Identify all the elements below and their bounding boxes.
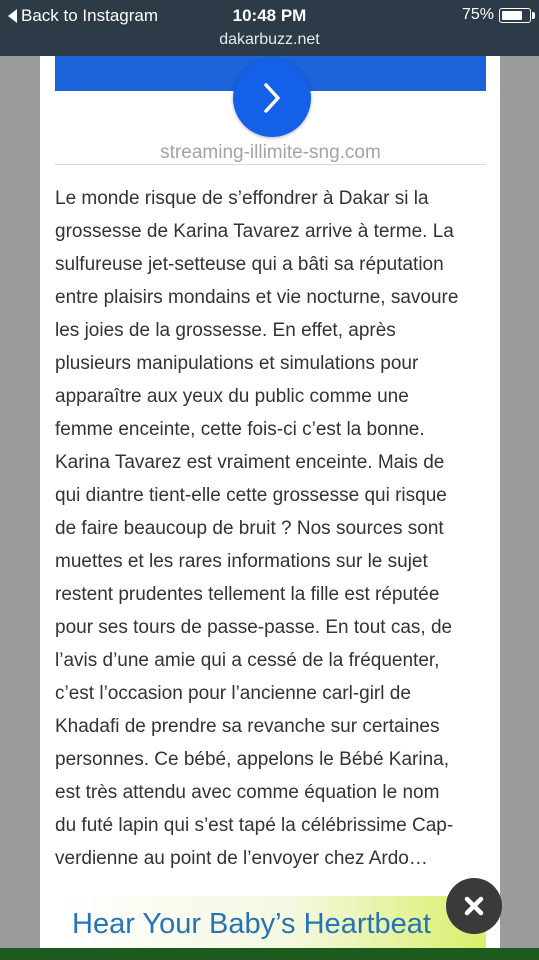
article-body (55, 182, 495, 875)
article-line: sulfureuse jet-setteuse qui a bâti sa réputation (55, 254, 444, 275)
divider (55, 164, 486, 165)
article-line: pour ses tours de passe-passe. En tout cas, de (55, 617, 453, 638)
article-line: femme enceinte, cette fois-ci c’est la bonne. (55, 419, 425, 440)
battery-icon (499, 8, 531, 23)
article-line: Khadafi de prendre sa revanche sur certaines (55, 716, 440, 737)
ad-domain-link[interactable]: streaming-illimite-sng.com (160, 142, 381, 163)
article-line: plusieurs manipulations et simulations pour (55, 353, 419, 374)
article-line: l’avis d’une amie qui a cessé de la fréquenter, (55, 650, 440, 671)
chevron-right-icon (257, 80, 287, 116)
back-label: Back to Instagram (21, 6, 159, 25)
close-ad-button[interactable] (446, 878, 502, 934)
article-line: grossesse de Karina Tavarez arrive à terme. La (55, 221, 454, 242)
ios-status-bar (0, 0, 539, 56)
article-line: Le monde risque de s’effondrer à Dakar si la (55, 188, 429, 209)
article-line: est très attendu avec comme équation le nom (55, 782, 440, 803)
article-line: c’est l’occasion pour l’ancienne carl-girl de (55, 683, 411, 704)
article-line: personnes. Ce bébé, appelons le Bébé Karina, (55, 749, 449, 770)
article-line: entre plaisirs mondains et vie nocturne, savoure (55, 287, 459, 308)
battery-fill (502, 11, 522, 20)
battery-tip (532, 12, 535, 19)
ad-next-button[interactable] (233, 59, 311, 137)
bottom-strip (0, 948, 539, 960)
article-line: muettes et les rares informations sur le sujet (55, 551, 428, 572)
article-line: du futé lapin qui s’est tapé la célébrissime Cap- (55, 815, 454, 836)
clock: 10:48 PM (232, 6, 307, 25)
bottom-ad-headline[interactable]: Hear Your Baby’s Heartbeat (72, 908, 431, 940)
battery-indicator (462, 6, 531, 24)
article-line: les joies de la grossesse. En effet, après (55, 320, 396, 341)
article-line: apparaître aux yeux du public comme une (55, 386, 409, 407)
article-line: verdienne au point de l’envoyer chez Ardo… (55, 848, 428, 869)
address-bar-url[interactable]: dakarbuzz.net (219, 31, 320, 48)
close-icon (462, 894, 486, 918)
web-page (40, 56, 500, 960)
article-line: qui diantre tient-elle cette grossesse qui risque (55, 485, 447, 506)
article-line: restent prudentes tellement la fille est réputée (55, 584, 440, 605)
battery-percent: 75% (461, 6, 494, 23)
article-line: Karina Tavarez est vraiment enceinte. Mais de (55, 452, 445, 473)
article-line: de faire beaucoup de bruit ? Nos sources sont (55, 518, 444, 539)
